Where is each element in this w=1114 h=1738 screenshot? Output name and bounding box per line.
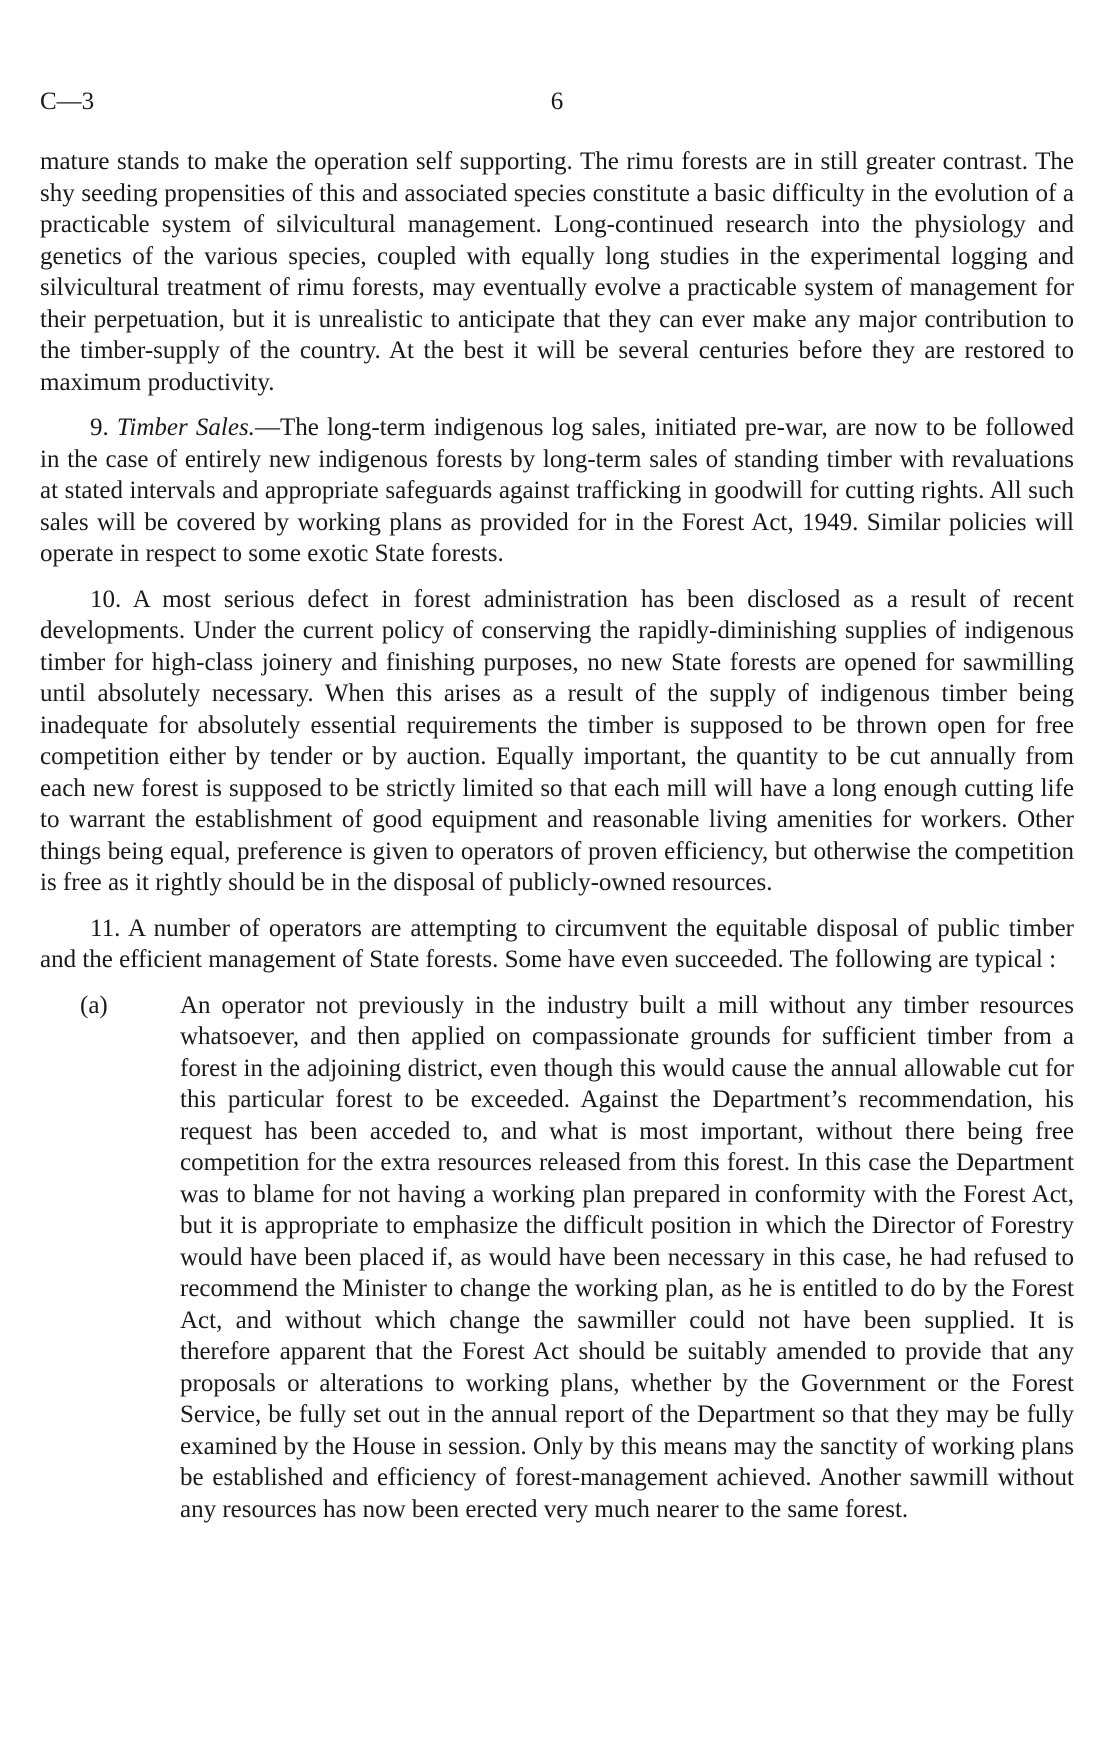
item-a-label: (a) [80,991,108,1019]
paragraph-11: 11. A number of operators are attempting to circumvent the equitable disposal of public timber and the efficient management of State forests. Some have even succeeded. The following are typical : [40,914,1074,973]
page-number: 6 [550,88,564,115]
paragraph-9-number: 9. [90,414,109,441]
paragraph-11-item-a [80,990,1074,1526]
paragraph-continued: mature stands to make the operation self supporting. The rimu forests are in still greater contrast. The shy seeding propensities of this and associated species constitute a basic difficulty in the evolution of a practicable system of silvicultural management. Long-continued research into the physiology and genetics of the various species, coupled with equally long studies in the experimental logging and silvicultural treatment of rimu forests, may eventually evolve a practicable system of management for their perpetuation, but it is unrealistic to anticipate that they can ever make any major contribution to the timber-supply of the country. At the best it will be several centuries before they are restored to maximum productivity. [40,148,1074,396]
body-text [40,146,1074,1525]
paragraph-9 [40,412,1074,570]
item-a-text: An operator not previously in the industry built a mill without any timber resources whatsoever, and then applied on compassionate grounds for sufficient timber from a forest in the adjoining district, even though this would cause the annual allowable cut for this particular forest to be exceeded. Against the Department’s recommendation, his request has been acceded to, and what is most important, without there being free competition for the extra resources released from this forest. In this case the Department was to blame for not having a working plan prepared in conformity with the Forest Act, but it is appropriate to emphasize the difficult position in which the Director of Forestry would have been placed if, as would have been necessary in this case, he had refused to recommend the Minister to change the working plan, as he is entitled to do by the Forest Act, and without which change the sawmiller could not have been supplied. It is therefore apparent that the Forest Act should be suitably amended to provide that any proposals or alterations to working plans, whether by the Government or the Forest Service, be fully set out in the annual report of the Department so that they may be fully examined by the House in session. Only by this means may the sanctity of working plans be established and efficiency of forest-management achieved. Another sawmill without any resources has now been erected very much nearer to the same forest. [180,991,1074,1523]
document-reference: C—3 [40,88,95,115]
paragraph-10: 10. A most serious defect in forest administration has been disclosed as a result of recent developments. Under the current policy of conserving the rapidly-diminishing supplies of indigenous timber for high-class joinery and finishing purposes, no new State forests are opened for sawmilling until absolutely necessary. When this arises as a result of the supply of indigenous timber being inadequate for absolutely essential requirements the timber is supposed to be thrown open for free competition either by tender or by auction. Equally important, the quantity to be cut annually from each new forest is supposed to be strictly limited so that each mill will have a long enough cutting life to warrant the establishment of good equipment and reasonable living amenities for workers. Other things being equal, preference is given to operators of proven efficiency, but otherwise the competition is free as it rightly should be in the disposal of publicly-owned resources. [40,585,1074,896]
paragraph-9-heading: Timber Sales. [116,414,255,441]
paragraph-9-text: —The long-term indigenous log sales, initiated pre-war, are now to be followed in the case of entirely new indigenous forests by long-term sales of standing timber with revaluations at stated intervals and appropriate safeguards against trafficking in goodwill for cutting rights. All such sales will be covered by working plans as provided for in the Forest Act, 1949. Similar policies will operate in respect to some exotic State forests. [40,414,1074,567]
running-head [40,88,1074,122]
